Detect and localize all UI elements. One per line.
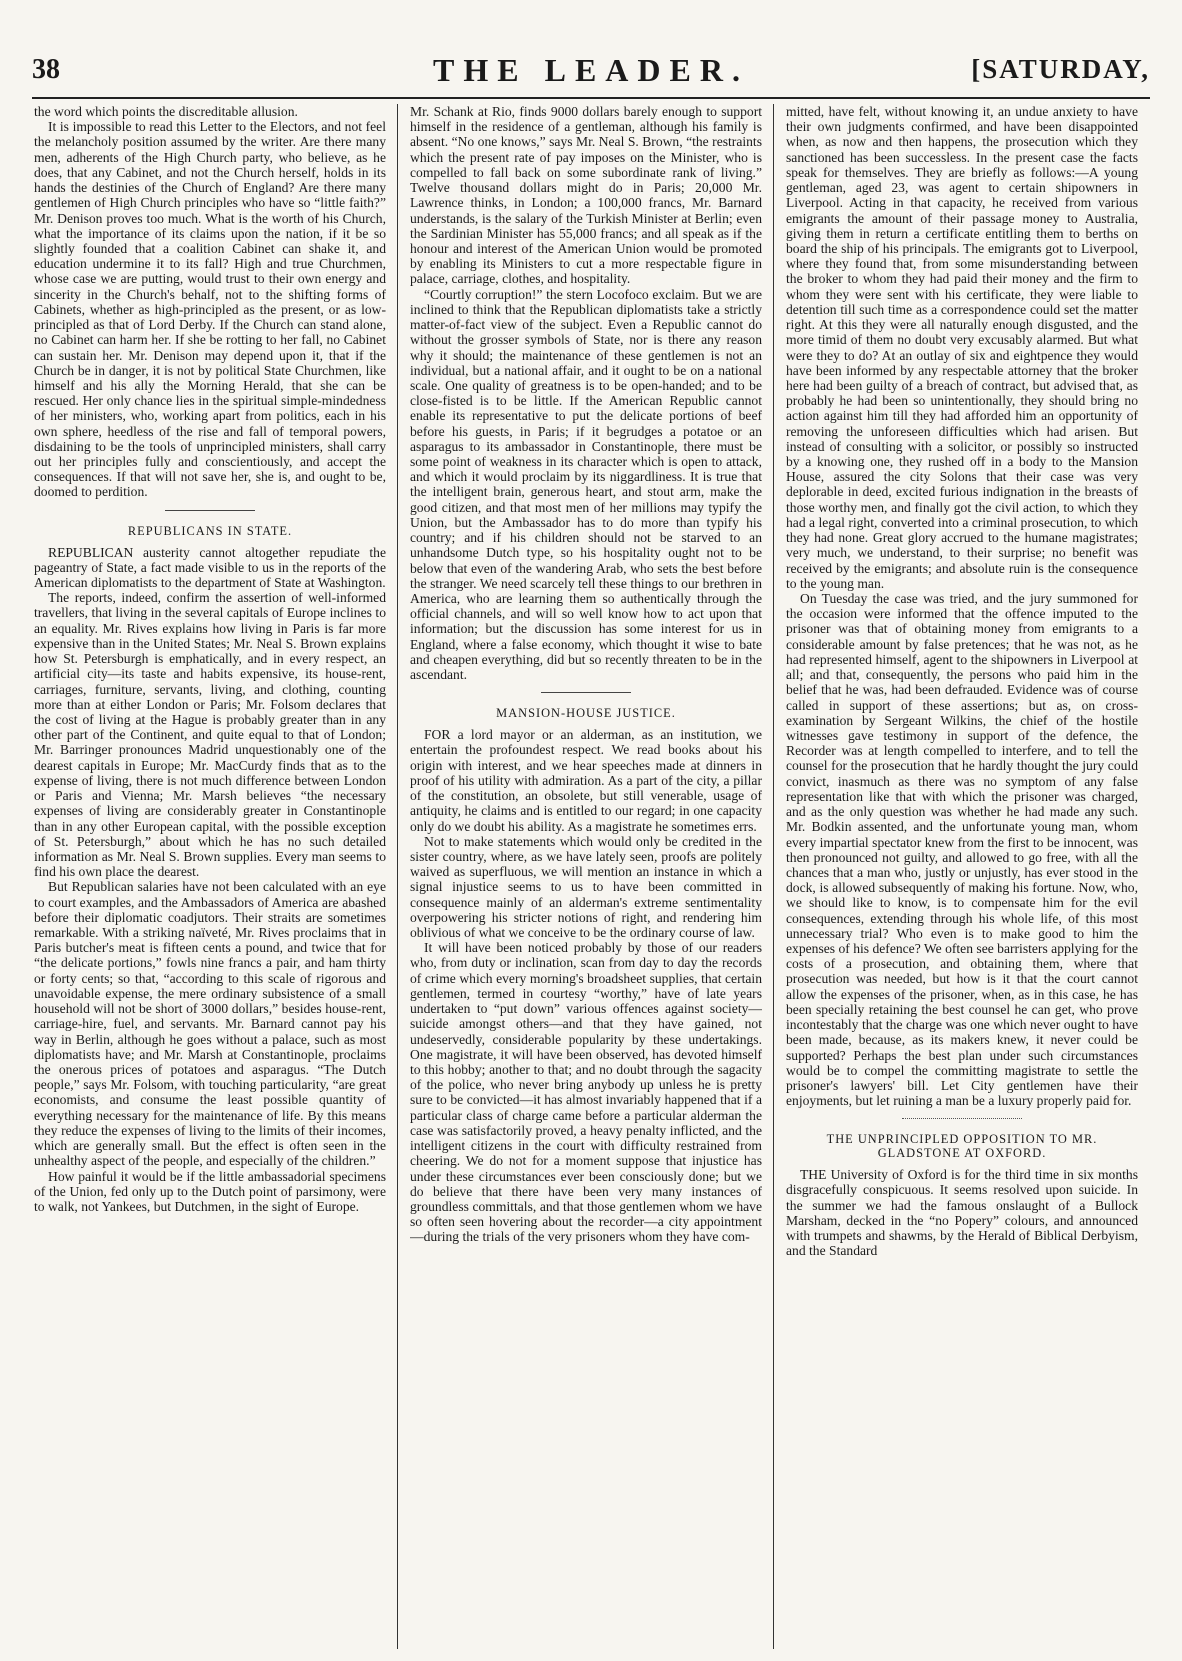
section-divider: [165, 510, 255, 511]
masthead-rule: [32, 97, 1150, 99]
article-paragraph: Not to make statements which would only be credited in the sister country, where, as we have lately seen, proofs are politely waived as superfluous, we will mention an instance in which a signal injustice seems to us to have been committed in consequence mainly of an alderman's extreme sentimentality overpowering his stricter notions of right, and rendering him oblivious of what we conceive to be the ordinary course of law.: [410, 833, 762, 941]
masthead: [32, 50, 1150, 94]
article-paragraph: Mr. Schank at Rio, finds 9000 dollars barely enough to support himself in the residence of a gentleman, although his family is absent. “No one knows,” says Mr. Neal S. Brown, “the restraints which the present rate of pay imposes on the Minister, who is compelled to fall back on some subordinate rank of living.” Twelve thousand dollars might do in Paris; 20,000 Mr. Lawrence thinks, in London; a 100,000 francs, Mr. Barnard understands, is the salary of the Turkish Minister at Berlin; even the Sardinian Minister has 55,000 francs; and all speak as if the honour and interest of the American Union would be promoted by enabling its Ministers to cut a more respectable figure in palace, carriage, clothes, and hospitality.: [410, 104, 762, 287]
section-heading-mansion-house: MANSION-HOUSE JUSTICE.: [496, 706, 676, 721]
column-two: [410, 104, 762, 1652]
article-paragraph: It is impossible to read this Letter to the Electors, and not feel the melancholy position assumed by the writer. Are there many men, adherents of the High Church party, who believe, as he does, that any Cabinet, and not the Church herself, holds in its hands the destinies of the Church of England? Are there many gentlemen of High Church principles who have so “little faith?” Mr. Denison proves too much. What is the worth of his Church, what the importance of its claims upon the nation, if it be so slightly founded that a coalition Cabinet can shake it, and education undermine it to its fall? High and true Churchmen, whose case we are putting, would trust to their own energy and sincerity in the Church's behalf, not to the shifting forms of Cabinets, whether as high-principled as the present, or as low-principled as that of Lord Derby. If the Church can stand alone, no Cabinet can harm her. If she be rotting to her fall, no Cabinet can sustain her. Mr. Denison may depend upon it, that if the Church be in danger, it is not by political State Churchmen, like himself and his ally the Morning Herald, that she can be rescued. Her only chance lies in the spiritual simple-mindedness of her ministers, who, working apart from politics, each in his own sphere, heedless of the rise and fall of temporal powers, disdaining to be the tools of unprincipled ministers, shall carry out her principles fully and conscientiously, and accept the consequences. If that will not save her, she is, and ought to be, doomed to perdition.: [34, 119, 386, 500]
article-paragraph: On Tuesday the case was tried, and the jury summoned for the occasion were informed that the offence imputed to the prisoner was that of obtaining money from emigrants to a considerable amount by false pretences; that he was not, as he had represented himself, agent to the shipowners in Liverpool at all; and that, consequently, the persons who paid him in the belief that he was, had been defrauded. Evidence was of course called in support of these assertions; but as, on cross-examination by Sergeant Wilkins, the chief of the hostile witnesses gave testimony in support of the defence, the Recorder was at length compelled to interfere, and to tell the counsel for the prosecution that he hardly thought the jury could convict, inasmuch as there was no symptom of any false representation like that with which the prisoner was charged, and as the only question was whether he had made any such. Mr. Bodkin assented, and the unfortunate young man, whom every impartial spectator knew from the first to be innocent, was then pronounced not guilty, and allowed to go free, with all the chances that a man who, justly or unjustly, has ever stood in the dock, is allowed subsequently of making his fortune. Now, who, we should like to know, is to compensate him for the evil consequences, extending through his whole life, of this most unnecessary trial? Who even is to make good to him the expenses of his defence? We often see barristers applying for the costs of a prosecution, and obtaining them, where that prosecution was needed, but how is it that the court cannot allow the expenses of the prisoner, when, as in this case, he has been specially retaining the best counsel he can get, who prove incontestably that the charge was one which never ought to have been made, because, as its makers knew, it never could be supported? Perhaps the best plan under such circumstances would be to compel the committing magistrate to settle the prisoner's lawyers' bill. Let City gentlemen have their enjoyments, but let ruining a man be a luxury properly paid for.: [786, 591, 1138, 1109]
section-divider: [541, 692, 631, 693]
article-paragraph: mitted, have felt, without knowing it, an undue anxiety to have their own judgments confirmed, and have been disappointed when, as now and then happens, the prosecution which they sanctioned has been successless. In the present case the facts speak for themselves. They are briefly as follows:—A young gentleman, aged 23, was agent to certain shipowners in Liverpool. Acting in that capacity, he received from various emigrants the amount of their passage money to Australia, giving them in return a certificate entitling them to berths on board the ship of his principals. The emigrants got to Liverpool, where they found that, from some misunderstanding between the broker to whom they had paid their money and the firm to whom they were sent with his certificate, they were liable to detention till such time as a correspondence could set the matter right. At this they were all naturally enough disgusted, and the more timid of them no doubt very excusably alarmed. But what were they to do? At an outlay of six and eightpence they would have been informed by any respectable attorney that the broker here had been guilty of a breach of contract, but advised that, as probably he had been so unintentionally, they should bring no action against him till they had afforded him an opportunity of removing the unforeseen difficulties which had arisen. But instead of consulting with a solicitor, or possibly so instructed by a knowing one, they rushed off in a body to the Mansion House, assured the city Solons that their case was very deplorable in deed, excited furious indignation in the breasts of those worthy men, and finally got the civil action, to which they had a legal right, converted into a criminal prosecution, to which they had none. Great glory accrued to the humane magistrates; very much, we understand, to their surprise; no benefit was received by the emigrants; and absolute ruin is the consequence to the young man.: [786, 104, 1138, 591]
issue-day: [SATURDAY,: [971, 54, 1150, 84]
page-number: 38: [32, 54, 60, 85]
article-paragraph: How painful it would be if the little ambassadorial specimens of the Union, fed only up to the Dutch point of parsimony, were to walk, not Yankees, but Dutchmen, in the sight of Europe.: [34, 1168, 386, 1214]
article-paragraph: THE University of Oxford is for the third time in six months disgracefully conspicuous. It seems resolved upon suicide. In the summer we had the famous onslaught of a Bullock Marsham, decked in the “no Popery” colours, and announced with trumpets and shawms, by the Herald of Biblical Derbyism, and the Standard: [786, 1167, 1138, 1259]
section-heading-gladstone: THE UNPRINCIPLED OPPOSITION TO MR. GLADSTONE AT OXFORD.: [826, 1132, 1098, 1161]
article-paragraph: REPUBLICAN austerity cannot altogether repudiate the pageantry of State, a fact made visible to us in the reports of the American diplomatists to the department of State at Washington.: [34, 544, 386, 591]
article-paragraph: FOR a lord mayor or an alderman, as an institution, we entertain the profoundest respect. We read books about his origin with interest, and we hear speeches made at dinners in proof of his utility with admiration. As a part of the city, a pillar of the constitution, an obsolete, but still venerable, usage of antiquity, he claims and is entitled to our regard; in one capacity only do we doubt his ability. As a magistrate he sometimes errs.: [410, 727, 762, 834]
article-paragraph: the word which points the discreditable allusion.: [34, 104, 298, 119]
article-paragraph: It will have been noticed probably by those of our readers who, from duty or inclination, scan from day to day the records of crime which every morning's broadsheet supplies, that certain gentlemen, termed in courtesy “worthy,” have of late years undertaken to “put down” various offences against society—suicide amongst others—and that they have gained, not undeservedly, considerable popularity by these undertakings. One magistrate, it will have been observed, has devoted himself to this hobby; another to that; and no doubt through the sagacity of the police, who never bring anybody up unless he is pretty sure to be convicted—it has almost invariably happened that if a particular class of charge came before a particular alderman the case was satisfactorily proved, a heavy penalty inflicted, and the intelligent citizens in the court with difficulty restrained from cheering. We do not for a moment suppose that injustice has under these circumstances ever been consciously done; but we do believe that there have been very many instances of groundless committals, and that those gentlemen whom we have so often seen hovering about the recorder—a city appointment—during the trials of the very prisoners whom they have com-: [410, 940, 762, 1245]
section-divider: [902, 1118, 1022, 1119]
newspaper-title: THE LEADER.: [433, 52, 749, 88]
column-one: [34, 104, 386, 1652]
section-heading-republicans: REPUBLICANS IN STATE.: [127, 523, 293, 538]
article-paragraph: The reports, indeed, confirm the assertion of well-informed travellers, that living in the several capitals of Europe inclines to an equality. Mr. Rives explains how living in Paris is far more expensive than in the United States; Mr. Neal S. Brown explains how St. Petersburgh is emphatically, and in every respect, an artificial city—its taste and habits expensive, its house-rent, carriages, furniture, servants, living, and clothing, counting more than at either London or Paris; Mr. Folsom declares that the cost of living at the Hague is probably greater than in any other part of the Continent, and quite equal to that of London; Mr. Barringer pronounces Madrid unquestionably one of the dearest capitals in Europe; Mr. MacCurdy finds that as to the expense of living, there is not much difference between London or Paris and Vienna; Mr. Marsh believes “the necessary expenses of living are considerably greater in Constantinople than in any other European capital, with the possible exception of St. Petersburgh,” about which he has no such detailed information as Mr. Neal S. Brown supplies. Every man seems to find his own place the dearest.: [34, 590, 386, 880]
column-divider: [397, 104, 398, 1649]
article-paragraph: “Courtly corruption!” the stern Locofoco exclaim. But we are inclined to think that the Republican diplomatists take a strictly matter-of-fact view of the subject. Even a Republic cannot do without the grosser symbols of State, nor is there any reason why it should; the maintenance of these gentlemen is not an individual, but a national affair, and it ought to be on a national scale. One quality of greatness is to be open-handed; and to be close-fisted is to be little. If the American Republic cannot enable its representative to put the delicate portions of beef before his guests, in Paris; if it begrudges a potatoe or an asparagus to its ambassador in Constantinople, there must be some point of weakness in its character which is open to attack, and which it would proclaim by its niggardliness. It is true that the intelligent brain, generous heart, and stout arm, make the good citizen, and that most men of her millions may typify the Union, but the Ambassador has to do more than typify his country; and if his children should not be starved to an unhandsome Dutch type, so his hospitality ought not to be below that even of the wandering Arab, who sets the best before the stranger. We need scarcely tell these things to our brethren in America, who are learning them so authentically through the official channels, and will so well know how to act upon that information; but the discussion has some interest for us in England, where a false economy, which thought it wise to bate and cheapen everything, did but so recently threaten to be in the ascendant.: [410, 286, 762, 683]
article-paragraph: But Republican salaries have not been calculated with an eye to court examples, and the Ambassadors of America are abashed before their diplomatic coadjutors. Their straits are sometimes remarkable. With a striking naïveté, Mr. Rives proclaims that in Paris butcher's meat is fifteen cents a pound, and twice that for “the delicate portions,” fowls nine francs a pair, and ham thirty or forty cents; so that, “according to this scale of rigorous and unavoidable expense, the mere ordinary subsistence of a small household will not be short of 3000 dollars,” besides house-rent, carriage-hire, fuel, and servants. Mr. Barnard cannot pay his way in Berlin, although he goes without a palace, such as most diplomatists have; and Mr. Marsh at Constantinople, proclaims the onerous prices of potatoes and asparagus. “The Dutch people,” says Mr. Folsom, with touching particularity, “are great economists, and consume the least possible quantity of everything necessary for the maintenance of life. By this means they reduce the expenses of living to the limits of their incomes, which are generally small. But the effect is often seen in the unhealthy aspect of the people, and especially of the children.”: [34, 879, 386, 1169]
column-three: [786, 104, 1138, 1652]
column-divider: [773, 104, 774, 1649]
